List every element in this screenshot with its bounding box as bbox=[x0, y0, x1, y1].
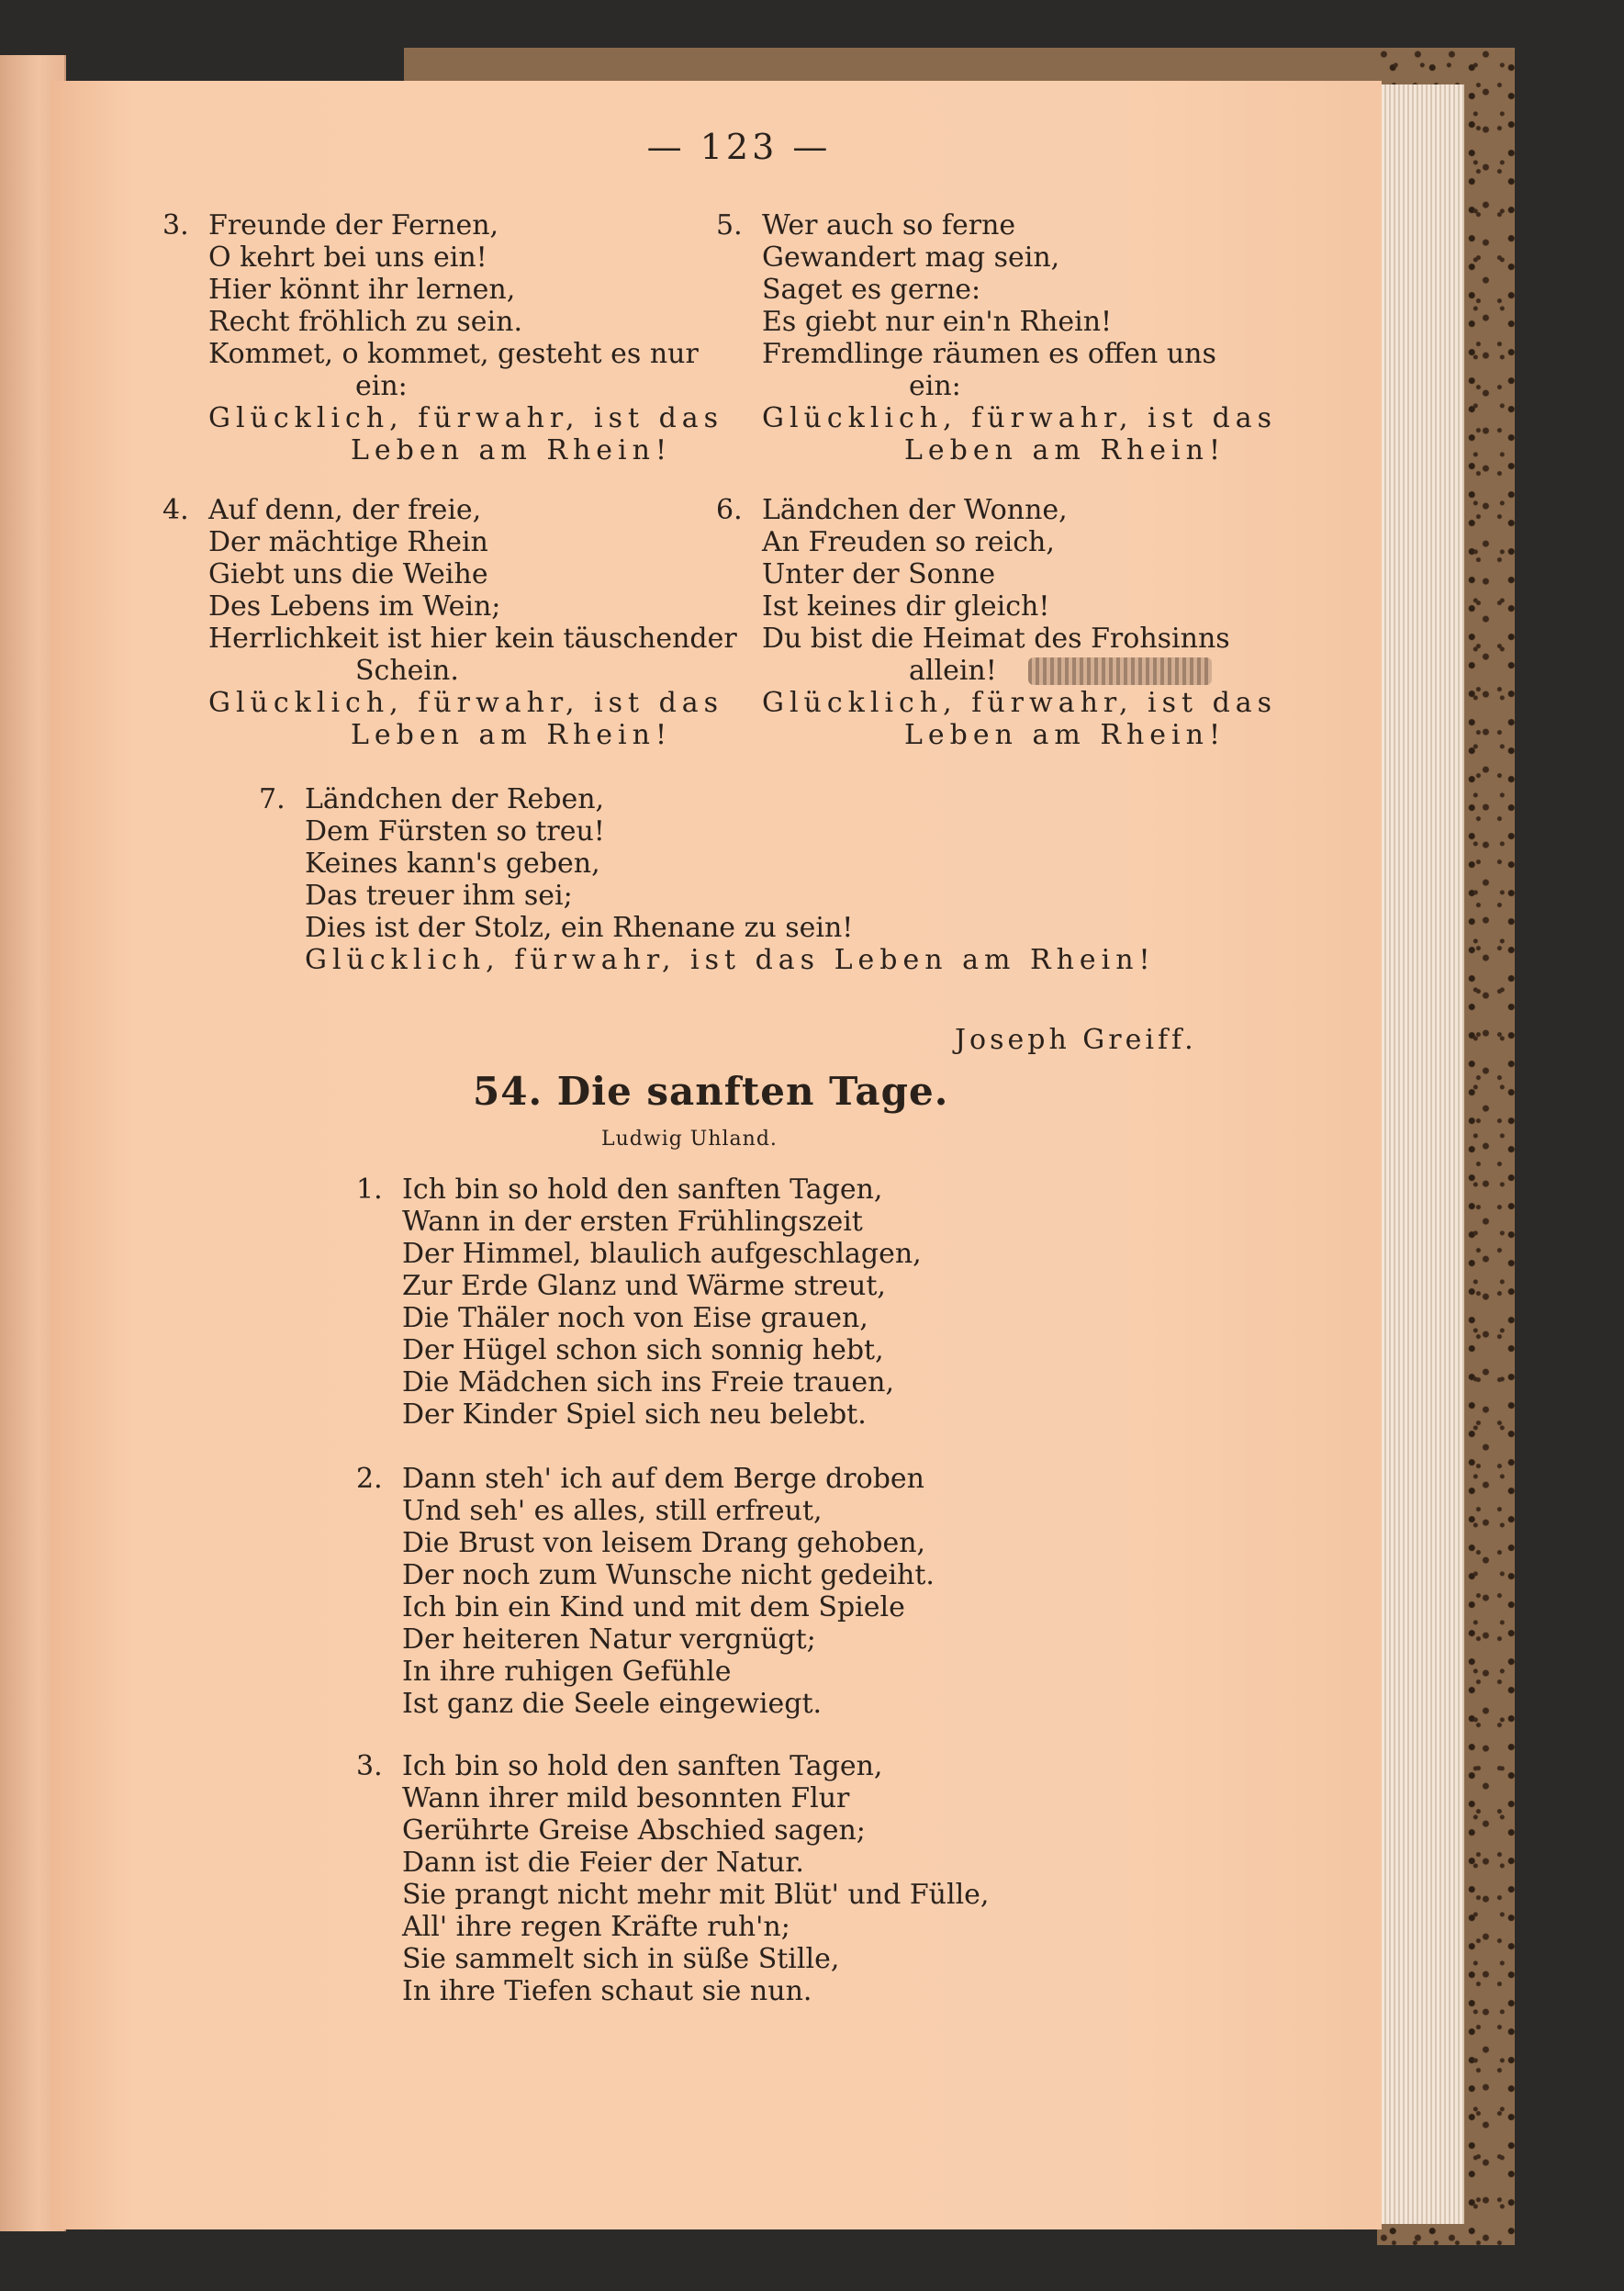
verse-line: Ich bin so hold den sanften Tagen, bbox=[402, 1174, 883, 1206]
verse-line: Freunde der Fernen, bbox=[208, 209, 499, 241]
verse-line: Herrlichkeit ist hier kein täuschender bbox=[208, 623, 737, 655]
verse-line: Wer auch so ferne bbox=[762, 209, 1016, 241]
verse-line: Auf denn, der freie, bbox=[208, 494, 482, 526]
verse-line: Die Thäler noch von Eise grauen, bbox=[402, 1302, 868, 1334]
stanza-4 bbox=[162, 494, 737, 751]
verse-line: Dann ist die Feier der Natur. bbox=[402, 1847, 804, 1879]
verse-line: Du bist die Heimat des Frohsinns bbox=[762, 623, 1230, 655]
verse-line: Unter der Sonne bbox=[762, 558, 996, 590]
page-edges bbox=[1377, 84, 1464, 2224]
page-number: — 123 — bbox=[646, 127, 832, 167]
verse-line: An Freuden so reich, bbox=[762, 526, 1055, 558]
verse-line: Schein. bbox=[355, 655, 459, 687]
verse-line: In ihre Tiefen schaut sie nun. bbox=[402, 1975, 812, 2007]
verse-line: Der Kinder Spiel sich neu belebt. bbox=[402, 1398, 867, 1431]
poem2-stanza-1 bbox=[356, 1174, 922, 1431]
verse-line: All' ihre regen Kräfte ruh'n; bbox=[402, 1911, 790, 1943]
verse-line: Der mächtige Rhein bbox=[208, 526, 488, 558]
verse-line: Ich bin so hold den sanften Tagen, bbox=[402, 1750, 883, 1782]
cover-board-top bbox=[404, 48, 1515, 84]
refrain-line: Glücklich, fürwahr, ist das bbox=[208, 687, 724, 719]
verse-line: Kommet, o kommet, gesteht es nur bbox=[208, 338, 699, 370]
verse-line: Dies ist der Stolz, ein Rhenane zu sein! bbox=[305, 912, 854, 944]
refrain-line: Leben am Rhein! bbox=[904, 719, 1226, 751]
verse-line: Ist ganz die Seele eingewiegt. bbox=[402, 1688, 823, 1720]
verse-line: Dann steh' ich auf dem Berge droben bbox=[402, 1463, 924, 1495]
verse-line: Wann ihrer mild besonnten Flur bbox=[402, 1782, 850, 1814]
verse-line: Der Himmel, blaulich aufgeschlagen, bbox=[402, 1238, 922, 1270]
stanza-number: 2. bbox=[356, 1463, 383, 1495]
verse-line: Der noch zum Wunsche nicht gedeiht. bbox=[402, 1559, 935, 1591]
verse-line: Keines kann's geben, bbox=[305, 848, 600, 880]
refrain-line: Glücklich, fürwahr, ist das bbox=[762, 402, 1278, 434]
verse-line: Gerührte Greise Abschied sagen; bbox=[402, 1814, 866, 1847]
verse-line: In ihre ruhigen Gefühle bbox=[402, 1656, 732, 1688]
verse-line: Ländchen der Reben, bbox=[305, 783, 605, 815]
ink-smudge bbox=[1028, 657, 1212, 685]
verse-line: Des Lebens im Wein; bbox=[208, 590, 501, 623]
stanza-3 bbox=[162, 209, 724, 466]
verse-line: Sie prangt nicht mehr mit Blüt' und Fülle, bbox=[402, 1879, 990, 1911]
verse-line: Zur Erde Glanz und Wärme streut, bbox=[402, 1270, 886, 1302]
verse-line: Wann in der ersten Frühlingszeit bbox=[402, 1206, 863, 1238]
verse-line: Saget es gerne: bbox=[762, 274, 981, 306]
poem-author-signature: Joseph Greiff. bbox=[955, 1024, 1197, 1056]
refrain-line: Leben am Rhein! bbox=[904, 434, 1226, 466]
verse-line: Recht fröhlich zu sein. bbox=[208, 306, 522, 338]
stanza-7 bbox=[259, 783, 1156, 976]
stanza-number: 4. bbox=[162, 494, 189, 526]
stanza-number: 5. bbox=[716, 209, 743, 241]
verse-line: Dem Fürsten so treu! bbox=[305, 815, 605, 848]
verse-line: Gewandert mag sein, bbox=[762, 241, 1060, 274]
verse-line: Der Hügel schon sich sonnig hebt, bbox=[402, 1334, 884, 1366]
refrain-line: Leben am Rhein! bbox=[351, 719, 672, 751]
poem-author: Ludwig Uhland. bbox=[601, 1128, 778, 1151]
stanza-number: 7. bbox=[259, 783, 286, 815]
stanza-number: 3. bbox=[356, 1750, 383, 1782]
verse-line: Sie sammelt sich in süße Stille, bbox=[402, 1943, 840, 1975]
verse-line: Ich bin ein Kind und mit dem Spiele bbox=[402, 1591, 905, 1623]
refrain-line: Leben am Rhein! bbox=[351, 434, 672, 466]
verse-line: Ist keines dir gleich! bbox=[762, 590, 1050, 623]
stanza-number: 1. bbox=[356, 1174, 383, 1206]
stanza-number: 6. bbox=[716, 494, 743, 526]
verse-line: Giebt uns die Weihe bbox=[208, 558, 488, 590]
verse-line: Und seh' es alles, still erfreut, bbox=[402, 1495, 823, 1527]
verse-line: O kehrt bei uns ein! bbox=[208, 241, 487, 274]
verse-line: ein: bbox=[355, 370, 408, 402]
stanza-5 bbox=[716, 209, 1278, 466]
verse-line: Es giebt nur ein'n Rhein! bbox=[762, 306, 1113, 338]
refrain-line: Glücklich, fürwahr, ist das bbox=[762, 687, 1278, 719]
verse-line: Der heiteren Natur vergnügt; bbox=[402, 1623, 816, 1656]
verse-line: Die Brust von leisem Drang gehoben, bbox=[402, 1527, 926, 1559]
refrain-line: Glücklich, fürwahr, ist das bbox=[208, 402, 724, 434]
verse-line: Fremdlinge räumen es offen uns bbox=[762, 338, 1216, 370]
verse-line: Das treuer ihm sei; bbox=[305, 880, 573, 912]
verse-line: ein: bbox=[909, 370, 961, 402]
verse-line: Ländchen der Wonne, bbox=[762, 494, 1068, 526]
book-page bbox=[50, 81, 1382, 2229]
verse-line: allein! bbox=[909, 655, 997, 687]
poem2-stanza-2 bbox=[356, 1463, 935, 1720]
verse-line: Die Mädchen sich ins Freie trauen, bbox=[402, 1366, 894, 1398]
stanza-6 bbox=[716, 494, 1278, 751]
stanza-number: 3. bbox=[162, 209, 189, 241]
verse-line: Hier könnt ihr lernen, bbox=[208, 274, 516, 306]
poem-title: 54. Die sanften Tage. bbox=[473, 1069, 949, 1114]
refrain-line: Glücklich, fürwahr, ist das Leben am Rhein! bbox=[305, 944, 1156, 976]
poem2-stanza-3 bbox=[356, 1750, 990, 2007]
